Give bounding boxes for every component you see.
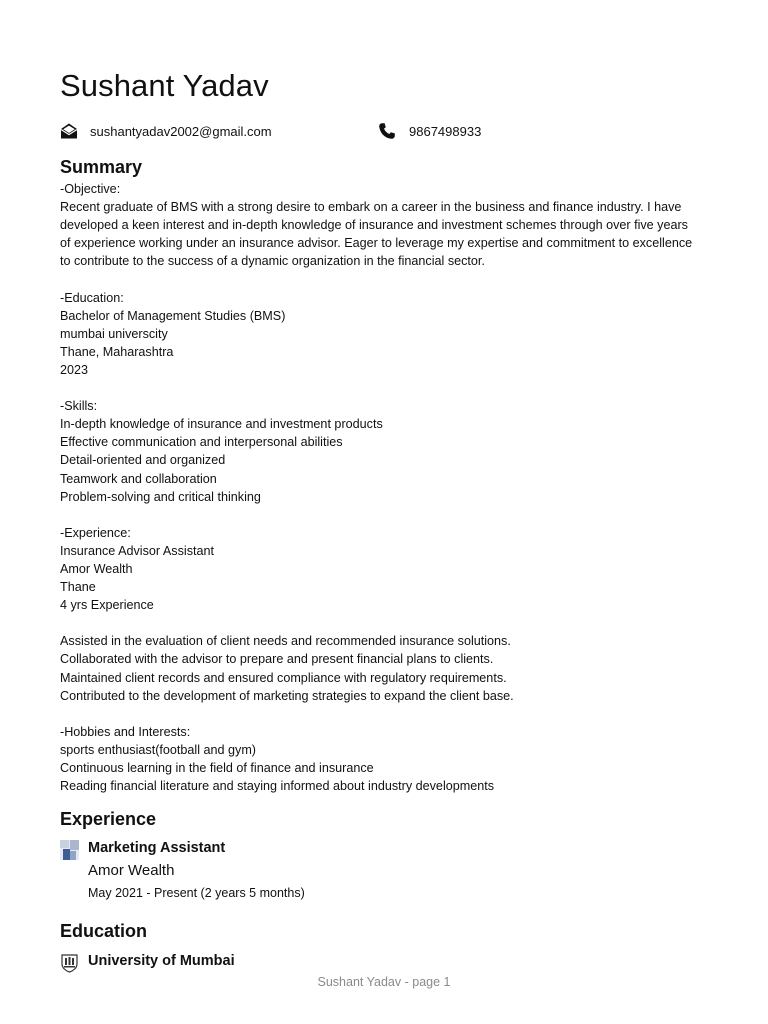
duty-line: Assisted in the evaluation of client needs and recommended insurance solutions. xyxy=(60,634,511,649)
hobby-line: Reading financial literature and staying informed about industry developments xyxy=(60,779,495,794)
education-entry xyxy=(60,952,235,973)
phone-text: 9867498933 xyxy=(409,123,482,139)
duty-line: Collaborated with the advisor to prepare and present financial plans to clients. xyxy=(60,652,494,667)
objective-line: developed a keen interest and in-depth knowledge of insurance and investment schemes through over five years xyxy=(60,218,688,233)
experience-line: Amor Wealth xyxy=(60,561,133,576)
hobbies-heading: -Hobbies and Interests: xyxy=(60,724,191,739)
company-logo-icon xyxy=(60,840,79,860)
candidate-name: Sushant Yadav xyxy=(60,68,269,103)
contact-phone xyxy=(378,122,481,140)
duty-line: Maintained client records and ensured compliance with regulatory requirements. xyxy=(60,670,507,685)
email-text: sushantyadav2002@gmail.com xyxy=(90,123,272,139)
skills-line: Teamwork and collaboration xyxy=(60,471,217,486)
experience-line: 4 yrs Experience xyxy=(60,598,154,613)
skills-line: Problem-solving and critical thinking xyxy=(60,489,261,504)
education-line: Thane, Maharashtra xyxy=(60,344,174,359)
summary-heading: Summary xyxy=(60,157,143,177)
experience-line: Insurance Advisor Assistant xyxy=(60,543,215,558)
summary-text xyxy=(60,180,710,795)
employment-dates: May 2021 - Present (2 years 5 months) xyxy=(88,886,305,900)
education-line: 2023 xyxy=(60,362,89,377)
experience-section-heading: Experience xyxy=(60,809,157,829)
education-heading: -Education: xyxy=(60,290,124,305)
hobby-line: Continuous learning in the field of finance and insurance xyxy=(60,761,374,775)
objective-line: Recent graduate of BMS with a strong desire to embark on a career in the business and finance industry. I have xyxy=(60,200,682,215)
education-line: Bachelor of Management Studies (BMS) xyxy=(60,308,286,323)
company-name: Amor Wealth xyxy=(88,862,175,879)
objective-heading: -Objective: xyxy=(60,182,121,196)
education-line: mumbai universcity xyxy=(60,326,168,341)
experience-entry xyxy=(60,839,305,902)
page-footer: Sushant Yadav - page 1 xyxy=(317,975,451,989)
job-title: Marketing Assistant xyxy=(88,840,226,856)
hobby-line: sports enthusiast(football and gym) xyxy=(60,742,257,757)
skills-heading: -Skills: xyxy=(60,399,98,414)
school-name: University of Mumbai xyxy=(88,953,235,969)
university-crest-icon xyxy=(60,953,79,973)
education-section-heading: Education xyxy=(60,921,148,941)
envelope-open-icon xyxy=(60,122,78,140)
skills-line: Effective communication and interpersonal abilities xyxy=(60,435,343,450)
skills-line: Detail-oriented and organized xyxy=(60,453,226,468)
objective-line: of experience working under an insurance advisor. Eager to leverage my expertise and commitment to excellence xyxy=(60,236,693,251)
experience-heading: -Experience: xyxy=(60,525,131,540)
duty-line: Contributed to the development of marketing strategies to expand the client base. xyxy=(60,688,514,703)
skills-line: In-depth knowledge of insurance and investment products xyxy=(60,417,383,432)
objective-line: to contribute to the success of a dynamic organization in the financial sector. xyxy=(60,254,485,269)
experience-line: Thane xyxy=(60,580,96,595)
contact-email xyxy=(60,122,272,140)
phone-icon xyxy=(378,122,396,140)
